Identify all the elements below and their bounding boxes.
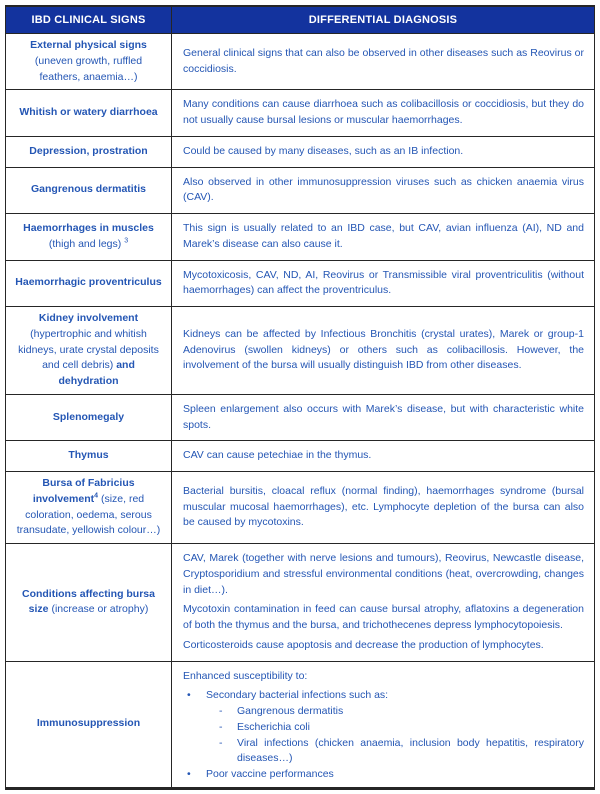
clinical-sign-cell [6, 167, 172, 214]
dash-marker: - [219, 720, 223, 733]
superscript-note: 4 [94, 492, 99, 500]
diagnosis-paragraph: CAV can cause petechiae in the thymus. [183, 449, 372, 462]
sign-text: External physical signs [30, 39, 147, 51]
diagnosis-cell [172, 544, 595, 662]
clinical-sign-cell [6, 307, 172, 395]
diagnosis-paragraph: Spleen enlargement also occurs with Marek’s disease, but with characteristic white spots. [183, 402, 584, 431]
table-row [6, 90, 595, 137]
bullet-marker: • [187, 768, 191, 780]
clinical-sign-cell [6, 544, 172, 662]
column-header-ibd-clinical-signs: IBD CLINICAL SIGNS [6, 6, 172, 34]
diagnosis-paragraph: Many conditions can cause diarrhoea such as colibacillosis or coccidiosis, but they do not usually cause bursal lesions or muscular haemorrhages. [183, 98, 584, 126]
diagnosis-paragraph: This sign is usually related to an IBD case, but CAV, avian influenza (AI), ND and Marek’s disease can also cause it. [183, 222, 584, 250]
diagnosis-paragraph: Kidneys can be affected by Infectious Bronchitis (crystal urates), Marek or group-1 Adenovirus (swollen kidneys) or others such as colibacillosis. However, the involvement of the bursa will usually distinguish IBD from other diseases. [183, 327, 584, 372]
sign-text: and dehydration [58, 359, 135, 387]
sign-text: (size, red coloration, oedema, serous transudate, yellowish colour…) [16, 492, 161, 537]
diagnosis-cell [172, 307, 595, 395]
diagnosis-paragraph: Enhanced susceptibility to: [183, 669, 308, 682]
table-row [6, 136, 595, 167]
dash-marker: - [219, 736, 223, 749]
diagnosis-cell [172, 34, 595, 90]
sign-text: (increase or atrophy) [48, 603, 149, 616]
sign-text: (uneven growth, ruffled feathers, anaemia…) [34, 54, 143, 83]
sub-bullet-item [219, 736, 584, 768]
sign-text: Haemorrhagic proventriculus [15, 276, 162, 289]
clinical-sign-cell [6, 136, 172, 167]
bullet-marker: • [187, 689, 191, 702]
table-row [6, 307, 595, 395]
table-row [6, 544, 595, 662]
diagnosis-cell [172, 472, 595, 544]
table-row [6, 167, 595, 214]
sign-text: Whitish or watery diarrhoea [19, 106, 158, 119]
table-row [6, 441, 595, 472]
bullet-item [187, 767, 584, 783]
diagnosis-paragraph: General clinical signs that can also be observed in other diseases such as Reovirus or coccidiosis. [183, 46, 584, 75]
diagnosis-cell [172, 260, 595, 307]
bullet-text: Secondary bacterial infections such as: [206, 689, 389, 702]
table-row [6, 661, 595, 788]
table-row [6, 34, 595, 90]
sign-text: (thigh and legs) [48, 237, 125, 250]
diagnosis-cell [172, 167, 595, 214]
diagnosis-cell [172, 661, 595, 788]
diagnosis-cell [172, 441, 595, 472]
column-header-differential-diagnosis: DIFFERENTIAL DIAGNOSIS [172, 6, 595, 34]
sign-text: Gangrenous dermatitis [31, 183, 146, 196]
diagnosis-paragraph: Bacterial bursitis, cloacal reflux (normal finding), haemorrhages syndrome (bursal muscular mucosal haemorrhages), etc. Lymphocyte depletion of the bursa can also be caused by mycotoxins. [183, 484, 584, 529]
superscript-note: 3 [124, 237, 129, 245]
diagnosis-cell [172, 90, 595, 137]
sign-text: Haemorrhages in muscles [23, 222, 154, 234]
diagnosis-paragraph: Mycotoxicosis, CAV, ND, AI, Reovirus or Transmissible viral proventriculitis (without haemorrhages) can affect the proventriculus. [183, 268, 584, 297]
sign-text: Depression, prostration [29, 144, 148, 157]
bullet-text: Gangrenous dermatitis [237, 705, 344, 717]
clinical-sign-cell [6, 34, 172, 90]
diagnosis-paragraph: Corticosteroids cause apoptosis and decrease the production of lymphocytes. [183, 638, 544, 651]
diagnosis-cell [172, 214, 595, 261]
sign-text: Splenomegaly [52, 410, 125, 423]
bullet-text: Poor vaccine performances [206, 768, 334, 780]
bullet-text: Escherichia coli [237, 720, 310, 733]
clinical-sign-cell [6, 90, 172, 137]
table-row [6, 214, 595, 261]
clinical-sign-cell [6, 214, 172, 261]
sign-text: (hypertrophic and whitish kidneys, urate crystal deposits and cell debris) [18, 327, 159, 372]
clinical-sign-cell [6, 394, 172, 441]
dash-marker: - [219, 705, 223, 717]
table-body [6, 34, 595, 789]
clinical-sign-cell [6, 472, 172, 544]
sub-bullet-item [219, 720, 584, 736]
diagnosis-paragraph: Also observed in other immunosuppression viruses such as chicken anaemia virus (CAV). [183, 175, 584, 204]
sign-text: Conditions affecting bursa size [21, 587, 155, 616]
sign-text: Bursa of Fabricius involvement [32, 477, 135, 505]
clinical-sign-cell [6, 260, 172, 307]
sign-text: Thymus [68, 449, 109, 462]
table-row [6, 394, 595, 441]
table-row [6, 260, 595, 307]
sign-text: Kidney involvement [38, 312, 139, 324]
diagnosis-cell [172, 394, 595, 441]
table-row [6, 472, 595, 544]
bullet-text: Viral infections (chicken anaemia, inclusion body hepatitis, respiratory diseases…) [237, 736, 584, 765]
sub-bullet-item [219, 704, 584, 720]
differential-diagnosis-table [5, 5, 595, 790]
diagnosis-paragraph: Mycotoxin contamination in feed can cause bursal atrophy, aflatoxins a degeneration of both the thymus and the bursa, and trichothecenes depress lymphocytopoiesis. [183, 603, 584, 631]
diagnosis-cell [172, 136, 595, 167]
header-row [6, 6, 595, 34]
clinical-sign-cell [6, 441, 172, 472]
diagnosis-paragraph: CAV, Marek (together with nerve lesions and tumours), Reovirus, Newcastle disease, Cryptosporidium and stressful environmental conditions (heat, overcrowding, changes in diet…). [183, 552, 584, 596]
sign-text: Immunosuppression [36, 717, 141, 730]
diagnosis-paragraph: Could be caused by many diseases, such as an IB infection. [183, 144, 464, 157]
bullet-item [187, 688, 584, 704]
clinical-sign-cell [6, 661, 172, 788]
